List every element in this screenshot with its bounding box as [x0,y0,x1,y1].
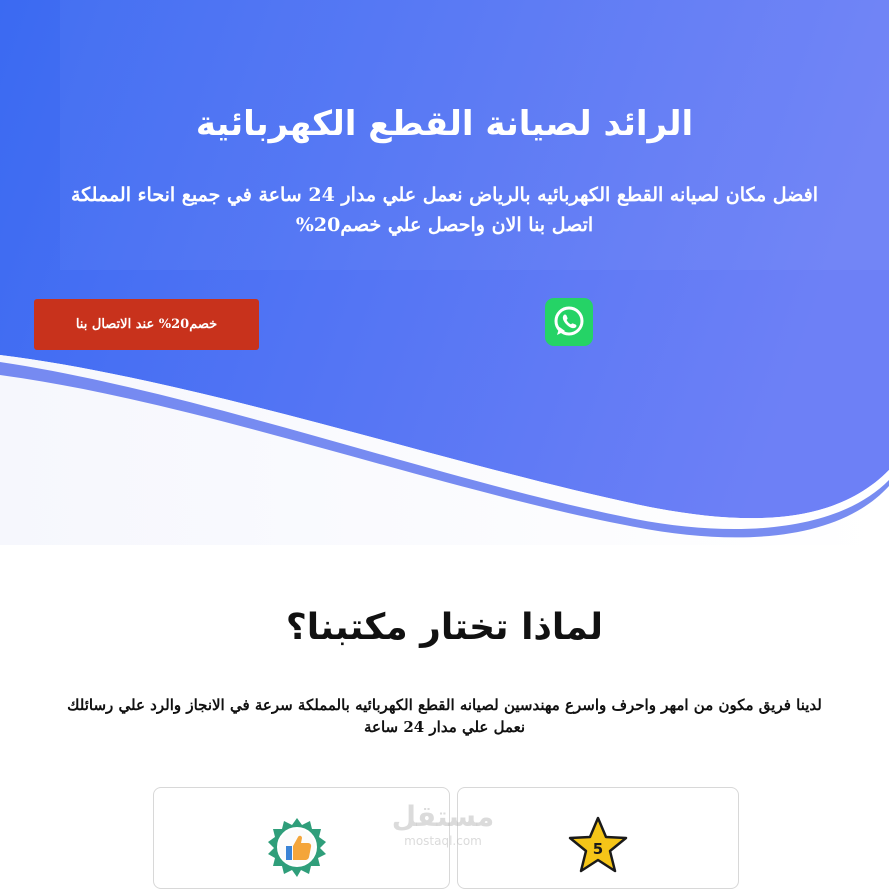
why-choose-us-title: لماذا تختار مكتبنا؟ [285,607,604,648]
mostaql-watermark [388,800,498,860]
why-choose-us-description [20,694,869,738]
hero-subtitle-line1: افضل مكان لصيانه القطع الكهربائيه بالرياض نعمل علي مدار 24 ساعة في جميع انحاء المملكة [70,184,819,206]
hero-subtitle [20,180,869,240]
hero-subtitle-line2: اتصل بنا الان واحصل علي خصم20% [295,214,594,236]
star-badge-number: 5 [592,840,604,858]
watermark-arabic: مستقل [391,800,495,833]
feature-card-rating [457,787,739,889]
discount-call-button[interactable]: خصم20% عند الاتصال بنا [34,299,259,350]
why-desc-line1: لدينا فريق مكون من امهر واحرف واسرع مهندسين لصيانه القطع الكهربائيه بالمملكة سرعة في الانجاز والرد علي رسائلك [67,696,822,714]
hero-title: الرائد لصيانة القطع الكهربائية [195,104,694,144]
why-desc-line2: نعمل علي مدار 24 ساعة [363,718,526,736]
thumbs-up-badge-icon [266,816,328,878]
whatsapp-icon[interactable] [545,298,593,346]
star-icon [568,816,628,876]
watermark-latin: mostaql.com [404,834,482,848]
